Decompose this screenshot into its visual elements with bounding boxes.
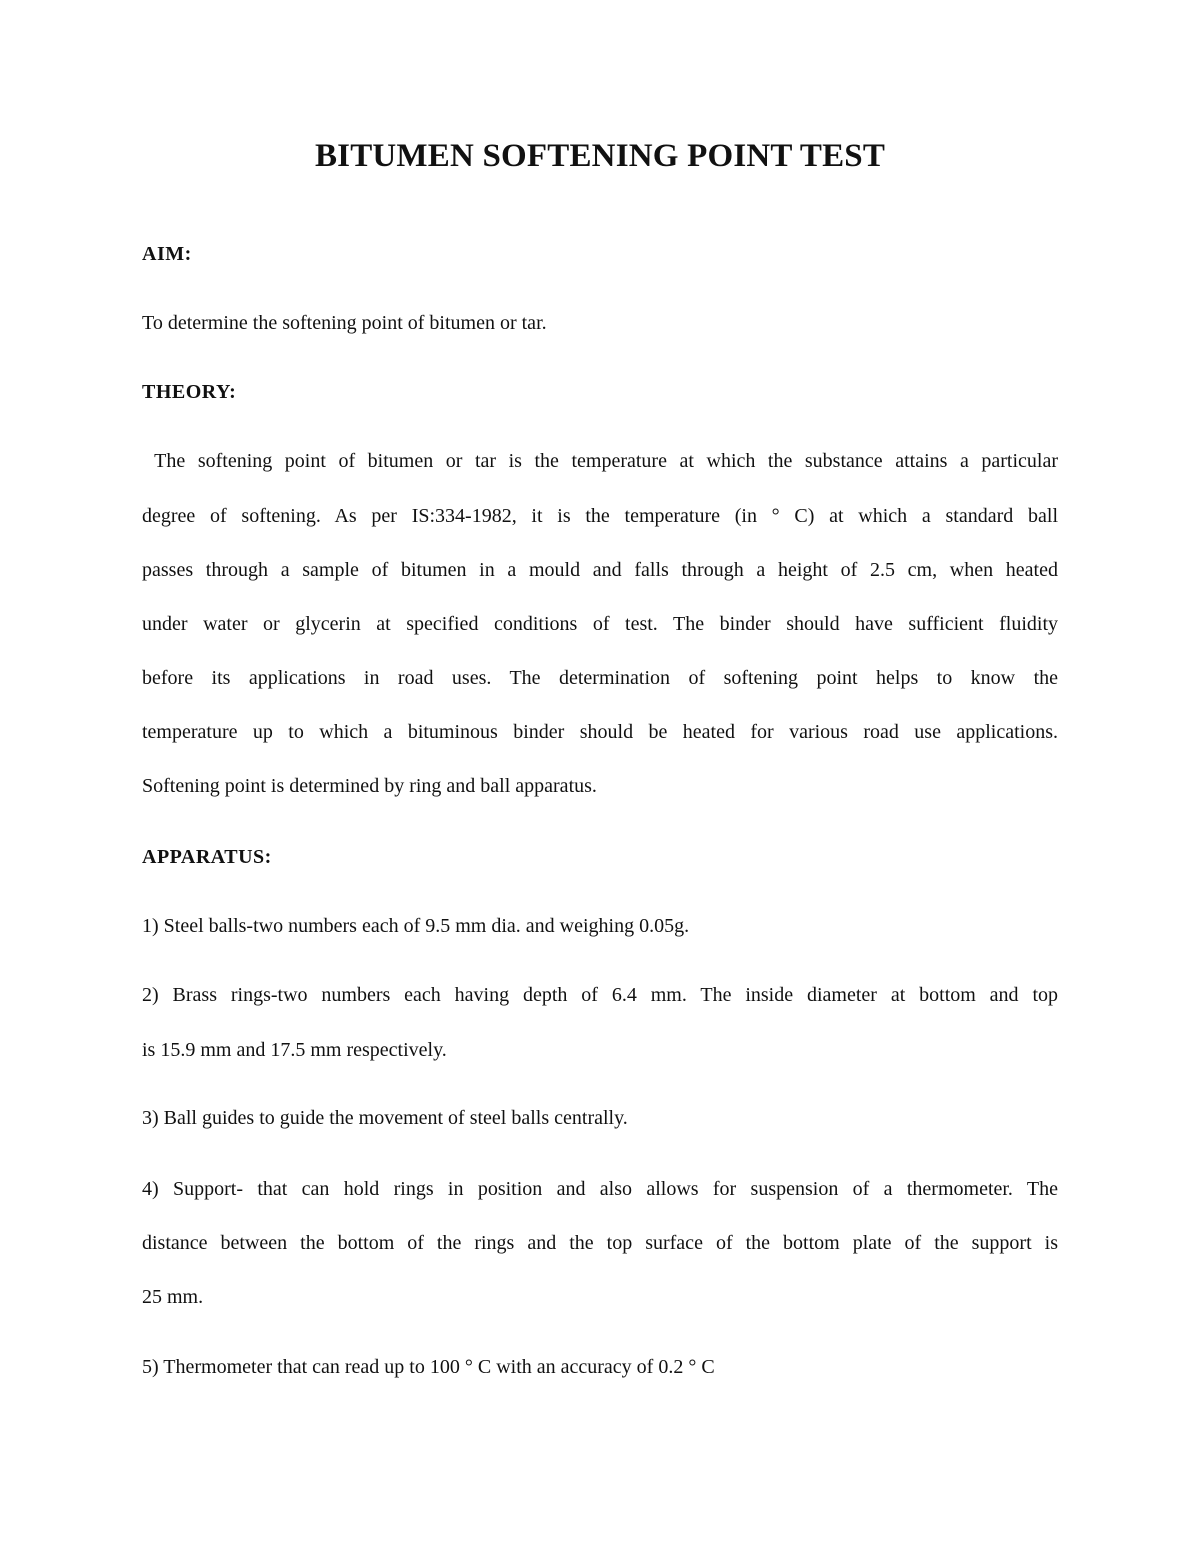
apparatus-item: 5) Thermometer that can read up to 100 ° C with an accuracy of 0.2 ° C	[142, 1356, 715, 1378]
aim-heading: AIM:	[142, 243, 192, 265]
theory-line: passes through a sample of bitumen in a mould and falls through a height of 2.5 cm, when heated	[142, 559, 1058, 581]
theory-line: temperature up to which a bituminous binder should be heated for various road use applications.	[142, 721, 1058, 743]
apparatus-heading: APPARATUS:	[142, 846, 272, 868]
apparatus-item: 25 mm.	[142, 1286, 204, 1308]
theory-line: before its applications in road uses. The determination of softening point helps to know the	[142, 667, 1058, 689]
apparatus-item: is 15.9 mm and 17.5 mm respectively.	[142, 1039, 447, 1061]
apparatus-item: 2) Brass rings-two numbers each having depth of 6.4 mm. The inside diameter at bottom and top	[142, 984, 1058, 1006]
theory-line: under water or glycerin at specified conditions of test. The binder should have sufficient fluidity	[142, 613, 1058, 635]
theory-line: degree of softening. As per IS:334-1982, it is the temperature (in ° C) at which a standard ball	[142, 505, 1058, 527]
theory-heading: THEORY:	[142, 381, 237, 403]
apparatus-item: 3) Ball guides to guide the movement of steel balls centrally.	[142, 1107, 628, 1129]
apparatus-item: distance between the bottom of the rings and the top surface of the bottom plate of the support is	[142, 1232, 1058, 1254]
page-title: BITUMEN SOFTENING POINT TEST	[314, 138, 886, 174]
apparatus-item: 1) Steel balls-two numbers each of 9.5 mm dia. and weighing 0.05g.	[142, 915, 690, 937]
theory-line: Softening point is determined by ring and ball apparatus.	[142, 775, 597, 797]
aim-text: To determine the softening point of bitumen or tar.	[142, 312, 547, 334]
apparatus-item: 4) Support- that can hold rings in position and also allows for suspension of a thermometer. The	[142, 1178, 1058, 1200]
theory-line: The softening point of bitumen or tar is the temperature at which the substance attains a particular	[142, 450, 1058, 472]
